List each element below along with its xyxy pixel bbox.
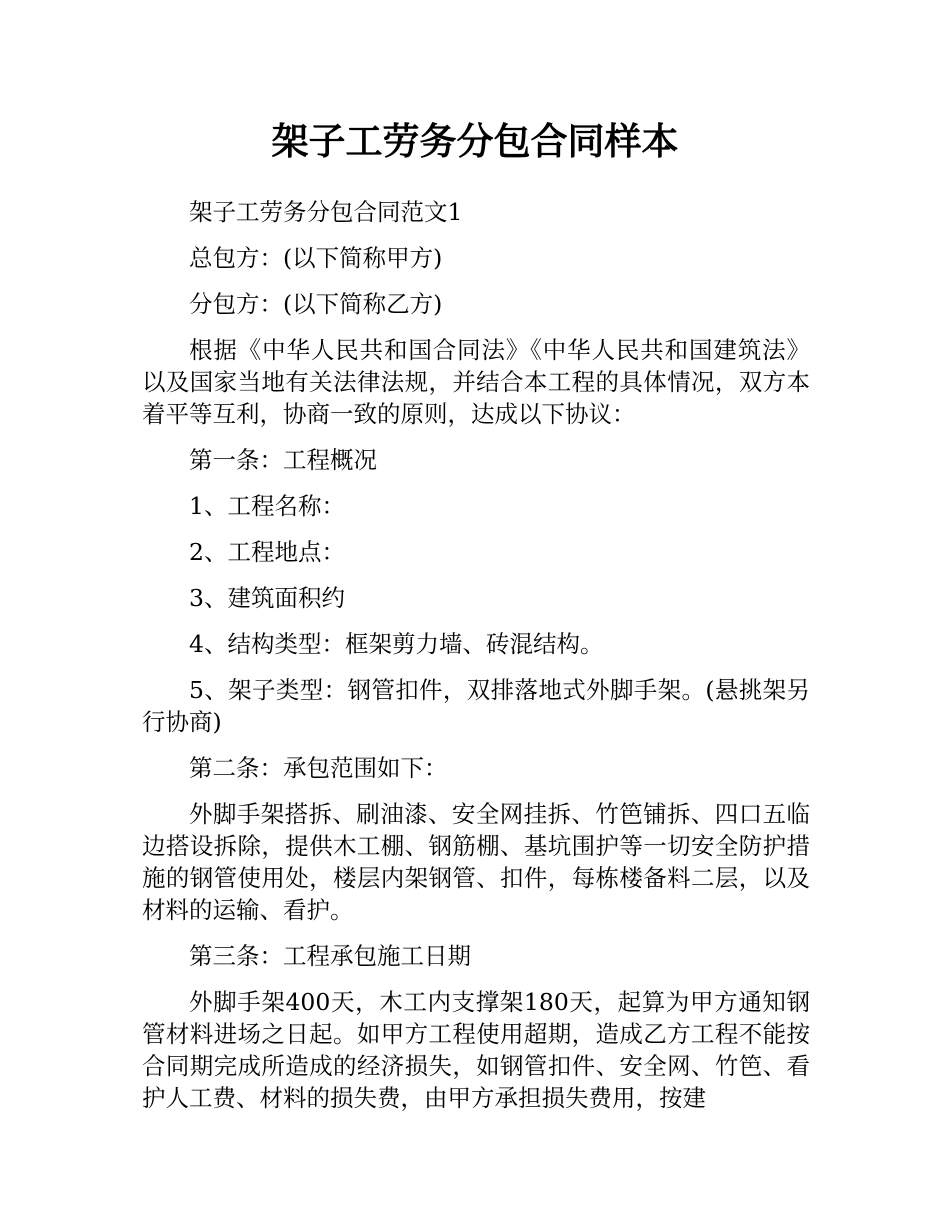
- document-title: 架子工劳务分包合同样本: [271, 120, 679, 163]
- paragraph-article-1-heading: 第一条：工程概况: [189, 446, 377, 474]
- paragraph-schedule: 外脚手架400天，木工内支撑架180天，起算为甲方通知钢管材料进场之日起。如甲方工程使用超期，造成乙方工程不能按合同期完成所造成的经济损失，如钢管扣件、安全网、竹笆、看护人工费、材料的损失费，由甲方承担损失费用，按建: [142, 988, 810, 1112]
- paragraph-project-name: 1、工程名称：: [189, 492, 345, 520]
- paragraph-article-2-heading: 第二条：承包范围如下：: [189, 754, 448, 782]
- paragraph-project-location: 2、工程地点：: [189, 538, 345, 566]
- paragraph-preamble: 根据《中华人民共和国合同法》《中华人民共和国建筑法》以及国家当地有关法律法规，并结合本工程的具体情况，双方本着平等互利，协商一致的原则，达成以下协议：: [142, 336, 810, 428]
- paragraph-scaffold-type: 5、架子类型：钢管扣件，双排落地式外脚手架。(悬挑架另行协商): [142, 676, 810, 736]
- paragraph-structure-type: 4、结构类型：框架剪力墙、砖混结构。: [189, 630, 604, 658]
- paragraph-building-area: 3、建筑面积约: [189, 584, 345, 612]
- paragraph-contractor: 总包方：(以下简称甲方): [189, 244, 443, 272]
- paragraph-article-3-heading: 第三条：工程承包施工日期: [189, 942, 471, 970]
- document-body: [142, 196, 810, 1128]
- paragraph-scope: 外脚手架搭拆、刷油漆、安全网挂拆、竹笆铺拆、四口五临边搭设拆除，提供木工棚、钢筋棚、基坑围护等一切安全防护措施的钢管使用处，楼层内架钢管、扣件，每栋楼备料二层，以及材料的运输、看护。: [142, 800, 810, 924]
- paragraph-subcontractor: 分包方：(以下简称乙方): [189, 290, 443, 318]
- paragraph-subtitle: 架子工劳务分包合同范文1: [189, 198, 463, 226]
